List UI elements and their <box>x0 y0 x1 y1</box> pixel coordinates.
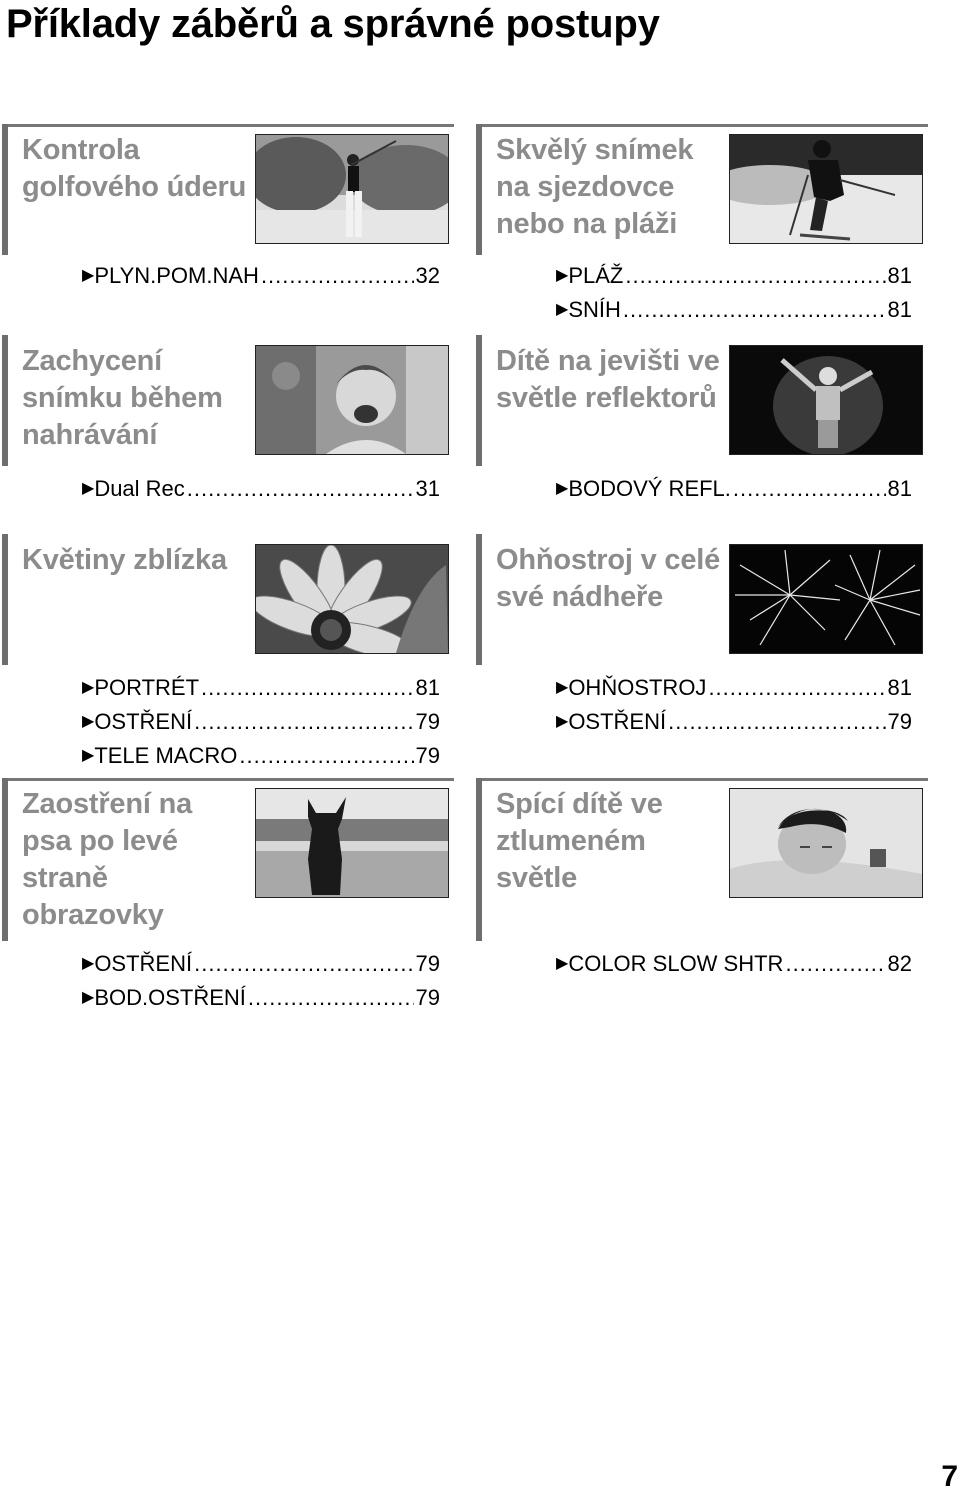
section-title: Dítě na jevišti ve světle reflektorů <box>496 345 720 414</box>
play-arrow-icon: ▶ <box>82 713 95 730</box>
skier-photo <box>729 134 923 244</box>
reference-link[interactable]: ▶ SNÍH ..... 81 <box>556 293 912 327</box>
play-arrow-icon: ▶ <box>82 480 95 497</box>
refs-fireworks <box>556 671 912 739</box>
section-ski <box>476 124 928 255</box>
reference-link[interactable]: ▶ PLÁŽ ..... 81 <box>556 259 912 293</box>
reference-link[interactable]: ▶ OSTŘENÍ ..... 79 <box>82 947 440 981</box>
play-arrow-icon: ▶ <box>556 480 569 497</box>
section-title: Zachycení snímku během nahrávání <box>22 345 223 451</box>
golfer-swinging-photo <box>255 134 449 244</box>
section-fireworks <box>476 534 928 665</box>
reference-link[interactable]: ▶ COLOR SLOW SHTR ..... 82 <box>556 947 912 981</box>
section-dog <box>2 778 454 941</box>
dog-on-beach-photo <box>255 788 449 898</box>
reference-link[interactable]: ▶ BOD.OSTŘENÍ ..... 79 <box>82 981 440 1015</box>
refs-dog <box>82 947 440 1015</box>
laughing-child-photo <box>255 345 449 455</box>
play-arrow-icon: ▶ <box>82 747 95 764</box>
section-spotlight <box>476 335 928 466</box>
fireworks-photo <box>729 544 923 654</box>
section-flower <box>2 534 454 665</box>
section-title: Květiny zblízka <box>22 544 227 576</box>
reference-link[interactable]: ▶ TELE MACRO ..... 79 <box>82 739 440 773</box>
play-arrow-icon: ▶ <box>556 301 569 318</box>
refs-flower <box>82 671 440 773</box>
page-number: 7 <box>941 1460 958 1493</box>
play-arrow-icon: ▶ <box>556 955 569 972</box>
reference-link[interactable]: ▶ BODOVÝ REFL. ..... 81 <box>556 472 912 506</box>
play-arrow-icon: ▶ <box>82 955 95 972</box>
section-sleeping-child <box>476 778 928 941</box>
reference-link[interactable]: ▶ PLYN.POM.NAH ..... 32 <box>82 259 440 293</box>
reference-link[interactable]: ▶ OSTŘENÍ ..... 79 <box>82 705 440 739</box>
reference-link[interactable]: ▶ OHŇOSTROJ ..... 81 <box>556 671 912 705</box>
play-arrow-icon: ▶ <box>556 679 569 696</box>
flower-closeup-photo <box>255 544 449 654</box>
refs-ski <box>556 259 912 327</box>
section-title: Ohňostroj v celé své nádheře <box>496 544 721 613</box>
section-dual-rec <box>2 335 454 466</box>
refs-golf <box>82 259 440 293</box>
section-title: Zaostření na psa po levé straně obrazovky <box>22 788 193 931</box>
play-arrow-icon: ▶ <box>82 267 95 284</box>
section-golf <box>2 124 454 255</box>
refs-spotlight <box>556 472 912 506</box>
child-on-stage-photo <box>729 345 923 455</box>
play-arrow-icon: ▶ <box>82 989 95 1006</box>
reference-link[interactable]: ▶ OSTŘENÍ ..... 79 <box>556 705 912 739</box>
refs-dual-rec <box>82 472 440 506</box>
play-arrow-icon: ▶ <box>82 679 95 696</box>
reference-link[interactable]: ▶ PORTRÉT ..... 81 <box>82 671 440 705</box>
section-title: Skvělý snímek na sjezdovce nebo na pláži <box>496 134 694 240</box>
page-title: Příklady záběrů a správné postupy <box>6 2 660 46</box>
section-title: Kontrola golfového úderu <box>22 134 247 203</box>
play-arrow-icon: ▶ <box>556 713 569 730</box>
section-title: Spící dítě ve ztlumeném světle <box>496 788 663 894</box>
reference-link[interactable]: ▶ Dual Rec ..... 31 <box>82 472 440 506</box>
play-arrow-icon: ▶ <box>556 267 569 284</box>
refs-sleeping-child <box>556 947 912 981</box>
sleeping-child-photo <box>729 788 923 898</box>
